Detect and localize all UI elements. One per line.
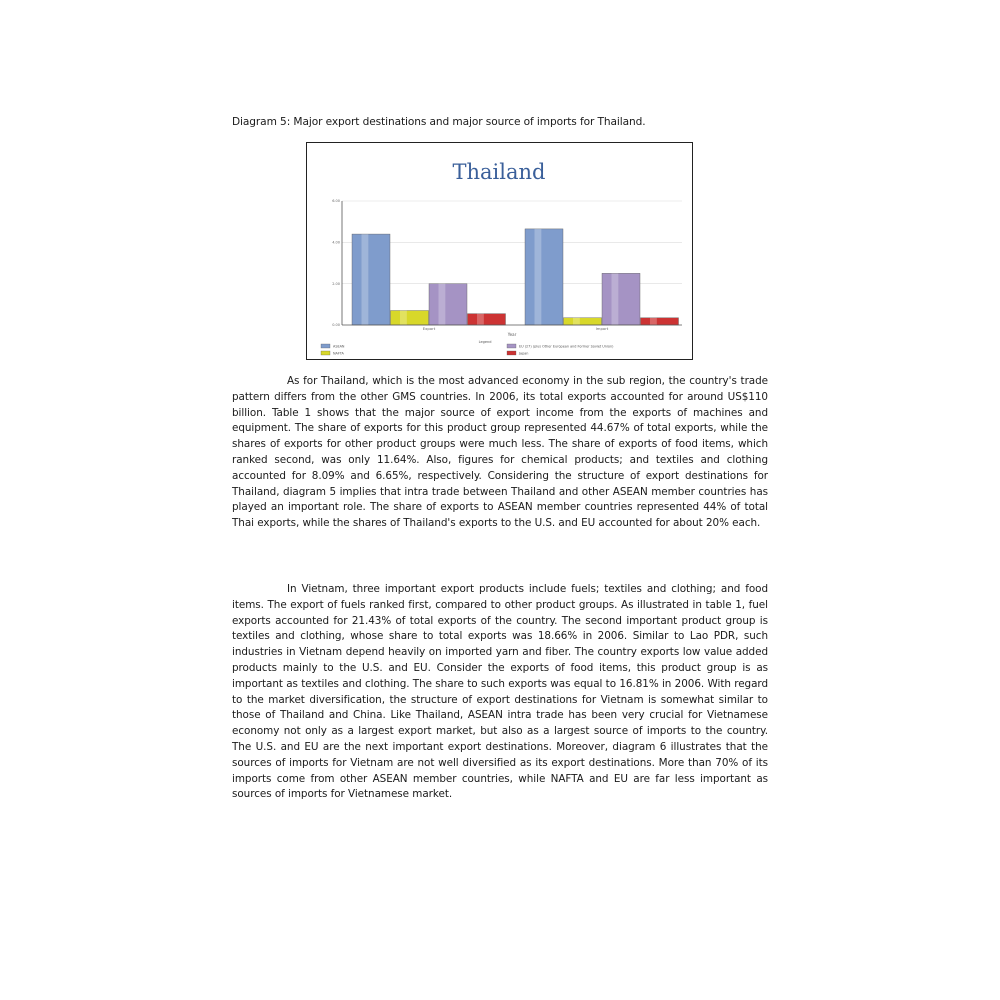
legend-item-2 [507,344,614,349]
svg-text:ASEAN: ASEAN [333,344,345,349]
svg-text:NAFTA: NAFTA [333,351,344,356]
bar-export-1 [391,311,429,325]
chart-svg [307,143,692,359]
y-tick-label: 6.00 [332,199,340,204]
chart-title: Thailand [452,160,546,184]
bar-import-2 [602,273,640,325]
legend-title: Legend [478,340,492,344]
y-tick-label: 0.00 [332,323,340,328]
x-tick-label: Export [422,326,436,331]
figure-caption: Diagram 5: Major export destinations and major source of imports for Thailand. [232,116,646,128]
legend-item-0 [321,344,345,349]
bar-export-2 [429,284,467,325]
paragraph-thailand: As for Thailand, which is the most advanced economy in the sub region, the country's trade pattern differs from the other GMS countries. In 2006, its total exports accounted for around US$110 billion. Table 1 shows that the major source of export income from the exports of machines and equipment. The share of exports for this product group represented 44.67% of total exports, while the shares of exports for other product groups were much less. The share of exports of food items, which ranked second, was only 11.64%. Also, figures for chemical products; and textiles and clothing accounted for 8.09% and 6.65%, respectively. Considering the structure of export destinations for Thailand, diagram 5 implies that intra trade between Thailand and other ASEAN member countries has played an important role. The share of exports to ASEAN member countries represented 44% of total Thai exports, while the shares of Thailand's exports to the U.S. and EU accounted for about 20% each. [232,375,768,530]
thailand-chart [306,142,693,360]
svg-text:EU (27) (plus Other European a: EU (27) (plus Other European and Former Soviet Union) [519,344,614,349]
paragraph-vietnam: In Vietnam, three important export products include fuels; textiles and clothing; and food items. The export of fuels ranked first, compared to other product groups. As illustrated in table 1, fuel exports accounted for 21.43% of total exports of the country. The second important product group is textiles and clothing, whose share to total exports was 18.66% in 2006. Similar to Lao PDR, such industries in Vietnam depend heavily on imported yarn and fiber. The country exports low value added products mainly to the U.S. and EU. Consider the exports of food items, this product group is as important as textiles and clothing. The share to such exports was equal to 16.81% in 2006. With regard to the market diversification, the structure of export destinations for Vietnam is somewhat similar to those of Thailand and China. Like Thailand, ASEAN intra trade has been very crucial for Vietnamese economy not only as a largest export market, but also as a largest source of imports to the country. The U.S. and EU are the next important export destinations. Moreover, diagram 6 illustrates that the sources of imports for Vietnam are not well diversified as its export destinations. More than 70% of its imports come from other ASEAN member countries, while NAFTA and EU are far less important as sources of imports for Vietnamese market. [232,583,768,801]
bar-export-3 [468,314,506,325]
y-axis-ticks [332,199,340,327]
x-axis-label: Year [507,332,517,337]
bar-export-0 [352,234,390,325]
svg-text:Japan: Japan [519,351,529,356]
chart-legend [321,344,614,356]
x-axis-ticks [423,326,609,331]
chart-bars [352,229,679,325]
x-tick-label: Import [595,326,609,331]
y-tick-label: 2.00 [332,281,340,286]
bar-import-1 [564,318,602,325]
chart-gridlines [342,201,682,284]
bar-import-3 [641,318,679,325]
legend-item-3 [507,351,528,356]
legend-item-1 [321,351,345,356]
bar-import-0 [525,229,563,325]
y-tick-label: 4.00 [332,240,340,245]
